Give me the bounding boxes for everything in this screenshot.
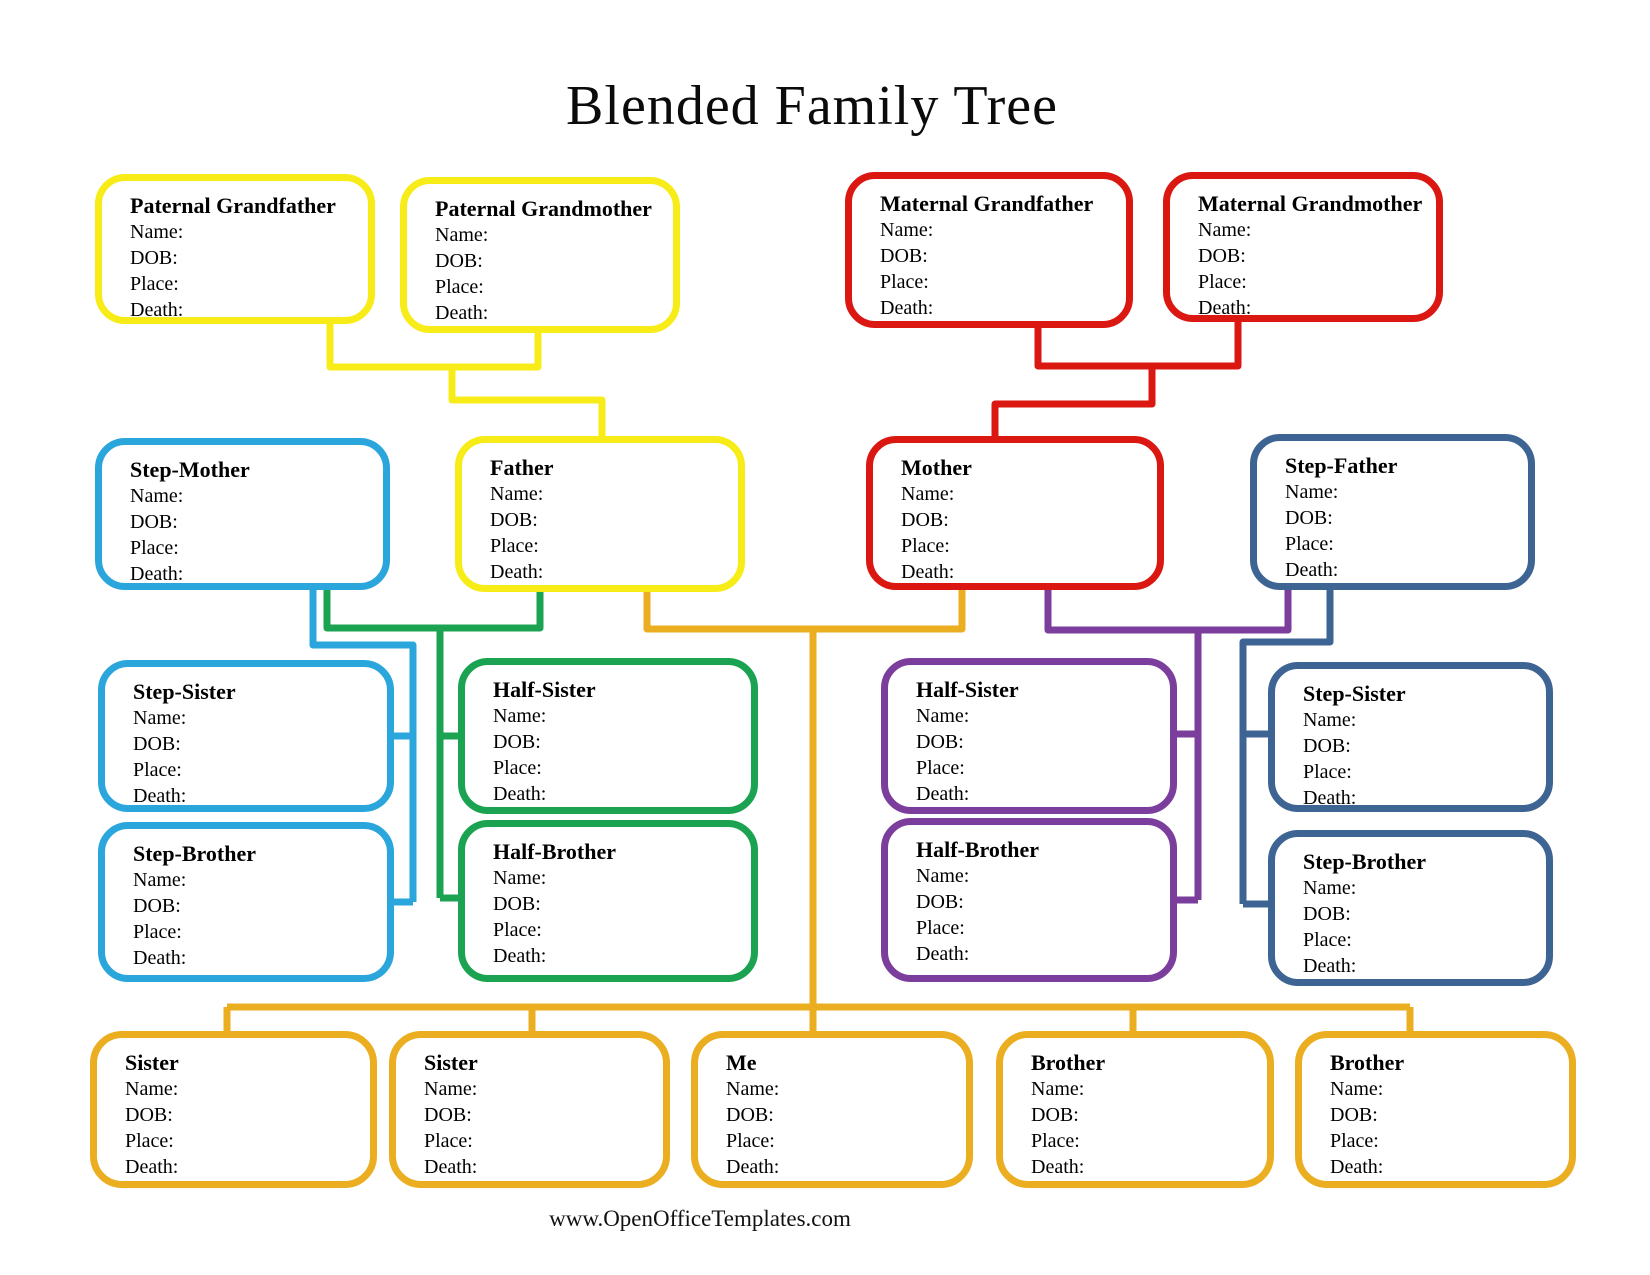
node-field-death: Death: (1330, 1156, 1384, 1178)
node-field-name: Name: (1303, 877, 1357, 899)
node-maternal-grandfather (845, 172, 1133, 328)
node-field-dob: DOB: (726, 1104, 774, 1126)
node-maternal-grandmother (1163, 172, 1443, 322)
node-field-name: Name: (880, 219, 934, 241)
node-field-dob: DOB: (1285, 507, 1333, 529)
node-step-mother (95, 438, 390, 590)
node-field-place: Place: (1198, 271, 1247, 293)
node-field-dob: DOB: (916, 891, 964, 913)
node-sister-2 (389, 1031, 670, 1188)
node-half-sister-left (458, 658, 758, 814)
node-field-place: Place: (1285, 533, 1334, 555)
node-field-death: Death: (901, 561, 955, 583)
node-title: Half-Brother (493, 839, 617, 864)
node-title: Step-Mother (130, 457, 250, 482)
node-half-brother-right (881, 818, 1177, 982)
node-field-name: Name: (916, 705, 970, 727)
node-paternal-grandmother (400, 177, 680, 333)
node-step-brother-left (98, 822, 394, 982)
node-field-place: Place: (1031, 1130, 1080, 1152)
node-field-dob: DOB: (125, 1104, 173, 1126)
node-title: Sister (125, 1050, 179, 1075)
node-field-dob: DOB: (1330, 1104, 1378, 1126)
node-field-dob: DOB: (435, 250, 483, 272)
node-field-name: Name: (916, 865, 970, 887)
connector-paternal-grandparents-union (330, 320, 602, 442)
node-field-dob: DOB: (130, 247, 178, 269)
node-field-death: Death: (493, 945, 547, 967)
node-field-place: Place: (490, 535, 539, 557)
footer-url: www.OpenOfficeTemplates.com (549, 1206, 851, 1231)
node-field-name: Name: (133, 707, 187, 729)
node-step-brother-right (1268, 830, 1553, 986)
node-title: Brother (1330, 1050, 1405, 1075)
node-field-name: Name: (424, 1078, 478, 1100)
node-field-death: Death: (490, 561, 544, 583)
node-field-name: Name: (490, 483, 544, 505)
node-field-name: Name: (133, 869, 187, 891)
node-field-dob: DOB: (916, 731, 964, 753)
node-title: Maternal Grandfather (880, 191, 1094, 216)
node-title: Mother (901, 455, 972, 480)
node-field-name: Name: (130, 221, 184, 243)
node-field-place: Place: (133, 921, 182, 943)
node-field-name: Name: (493, 867, 547, 889)
node-field-place: Place: (1330, 1130, 1379, 1152)
node-field-death: Death: (1285, 559, 1339, 581)
node-field-name: Name: (1031, 1078, 1085, 1100)
node-field-dob: DOB: (424, 1104, 472, 1126)
node-field-death: Death: (435, 302, 489, 324)
node-title: Half-Sister (493, 677, 596, 702)
node-field-place: Place: (424, 1130, 473, 1152)
node-field-death: Death: (1198, 297, 1252, 319)
node-field-place: Place: (493, 757, 542, 779)
node-field-place: Place: (1303, 929, 1352, 951)
node-field-name: Name: (493, 705, 547, 727)
node-title: Father (490, 455, 554, 480)
node-field-dob: DOB: (133, 895, 181, 917)
node-field-name: Name: (435, 224, 489, 246)
node-field-dob: DOB: (493, 731, 541, 753)
node-field-dob: DOB: (490, 509, 538, 531)
node-field-place: Place: (726, 1130, 775, 1152)
node-title: Step-Father (1285, 453, 1398, 478)
node-field-dob: DOB: (1198, 245, 1246, 267)
node-field-name: Name: (1330, 1078, 1384, 1100)
node-title: Step-Brother (133, 841, 257, 866)
node-step-sister-right (1268, 662, 1553, 812)
node-field-death: Death: (424, 1156, 478, 1178)
node-field-death: Death: (880, 297, 934, 319)
page-title: Blended Family Tree (566, 75, 1058, 137)
node-field-name: Name: (1285, 481, 1339, 503)
node-brother-1 (996, 1031, 1274, 1188)
node-field-death: Death: (916, 783, 970, 805)
node-title: Step-Sister (133, 679, 236, 704)
node-me (691, 1031, 973, 1188)
node-title: Step-Brother (1303, 849, 1427, 874)
node-step-father (1250, 434, 1535, 590)
node-field-place: Place: (435, 276, 484, 298)
node-field-dob: DOB: (1303, 735, 1351, 757)
node-sister-1 (90, 1031, 377, 1188)
node-title: Paternal Grandmother (435, 196, 652, 221)
node-field-place: Place: (125, 1130, 174, 1152)
node-field-place: Place: (133, 759, 182, 781)
node-field-dob: DOB: (880, 245, 928, 267)
node-field-death: Death: (493, 783, 547, 805)
node-field-dob: DOB: (133, 733, 181, 755)
node-field-death: Death: (125, 1156, 179, 1178)
node-half-sister-right (881, 658, 1177, 814)
node-field-place: Place: (916, 917, 965, 939)
node-field-death: Death: (1303, 787, 1357, 809)
node-field-death: Death: (133, 947, 187, 969)
node-title: Maternal Grandmother (1198, 191, 1423, 216)
node-field-name: Name: (726, 1078, 780, 1100)
node-mother (866, 436, 1164, 590)
node-field-place: Place: (1303, 761, 1352, 783)
node-half-brother-left (458, 820, 758, 982)
node-field-dob: DOB: (901, 509, 949, 531)
node-field-dob: DOB: (1303, 903, 1351, 925)
node-step-sister-left (98, 660, 394, 812)
node-field-dob: DOB: (1031, 1104, 1079, 1126)
node-title: Me (726, 1050, 757, 1075)
node-field-place: Place: (130, 273, 179, 295)
node-field-name: Name: (1303, 709, 1357, 731)
node-title: Paternal Grandfather (130, 193, 336, 218)
connector-father-mother-to-children (227, 586, 1410, 1038)
node-title: Half-Brother (916, 837, 1040, 862)
node-field-death: Death: (130, 563, 184, 585)
node-title: Step-Sister (1303, 681, 1406, 706)
node-field-place: Place: (130, 537, 179, 559)
node-field-death: Death: (916, 943, 970, 965)
node-title: Brother (1031, 1050, 1106, 1075)
node-title: Sister (424, 1050, 478, 1075)
connector-maternal-grandparents-union (995, 318, 1238, 442)
node-field-name: Name: (901, 483, 955, 505)
node-field-death: Death: (1031, 1156, 1085, 1178)
node-field-name: Name: (1198, 219, 1252, 241)
node-paternal-grandfather (95, 174, 375, 324)
node-field-name: Name: (125, 1078, 179, 1100)
node-field-name: Name: (130, 485, 184, 507)
node-field-place: Place: (901, 535, 950, 557)
node-field-death: Death: (130, 299, 184, 321)
node-field-place: Place: (916, 757, 965, 779)
node-brother-2 (1295, 1031, 1576, 1188)
node-field-death: Death: (726, 1156, 780, 1178)
node-field-death: Death: (133, 785, 187, 807)
node-field-dob: DOB: (493, 893, 541, 915)
node-field-place: Place: (493, 919, 542, 941)
node-title: Half-Sister (916, 677, 1019, 702)
node-field-death: Death: (1303, 955, 1357, 977)
node-field-place: Place: (880, 271, 929, 293)
node-father (455, 436, 745, 592)
node-field-dob: DOB: (130, 511, 178, 533)
